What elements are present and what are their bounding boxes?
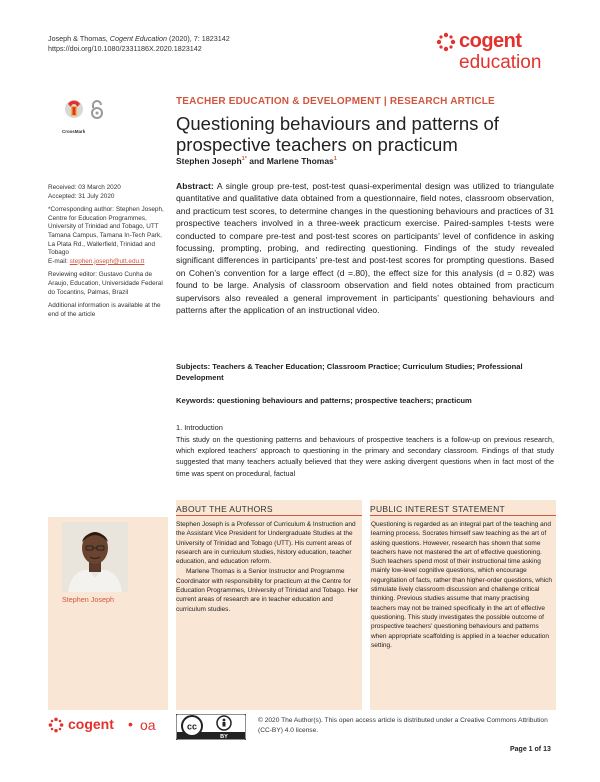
cogent-education-logo[interactable]	[436, 30, 566, 76]
author-bio: Marlene Thomas is a Senior Instructor and Programme Coordinator with responsibility for practicum at the Centre for Education Programmes, University of Trinidad and Tobago. Her current areas of research are in teacher education and curriculum studies.	[176, 568, 358, 613]
logo-word-cogent: cogent	[459, 30, 522, 52]
author-name[interactable]: Marlene Thomas	[266, 156, 334, 166]
abstract-label: Abstract:	[176, 181, 214, 191]
doi-link[interactable]: https://doi.org/10.1080/2331186X.2020.1823142	[48, 44, 202, 53]
author-name[interactable]: Stephen Joseph	[176, 156, 242, 166]
about-authors-text	[176, 520, 360, 615]
creative-commons-by-icon[interactable]	[176, 714, 246, 740]
public-interest-text: Questioning is regarded as an integral part of the teaching and learning process. Socrates himself saw teaching as the art of asking questions. However, research has shown that some teachers have not mastered the art of effective questioning. Such teachers spend most of their instructional time asking mainly low-level cognitive questions, which encourage regurgitation of facts, rather than higher-order questions, which stimulate lively classroom discussion and challenge critical thinking. Previous studies assume that many practising teachers may not be trained specifically in the art of effective questioning. This study investigates the possible outcome of prospective teachers’ questioning behaviours and patterns when appropriate scaffolding is applied in a teacher education setting.	[371, 521, 553, 649]
public-interest-heading: PUBLIC INTEREST STATEMENT	[370, 504, 506, 514]
divider	[370, 515, 556, 516]
divider	[176, 515, 362, 516]
article-info-sidebar	[48, 184, 168, 324]
keywords: Keywords: questioning behaviours and patterns; prospective teachers; practicum	[176, 396, 472, 405]
received-date: Received: 03 March 2020	[48, 184, 121, 191]
author-list: Stephen Joseph$^{1*}$ and Marlene Thomas$^1$	[176, 156, 337, 166]
email-link[interactable]: stephen.joseph@utt.edu.tt	[69, 257, 145, 265]
author-photo	[62, 522, 128, 592]
subjects-text: Teachers & Teacher Education; Classroom Practice; Curriculum Studies; Professional Development	[176, 362, 523, 382]
journal-name: Cogent Education	[109, 34, 167, 43]
page-number: Page 1 of 13	[510, 746, 551, 753]
section-heading-introduction: 1. Introduction	[176, 423, 223, 432]
open-access-icon	[90, 100, 104, 120]
cogent-oa-logo[interactable]: cogent • oa	[48, 716, 178, 734]
about-authors-heading: ABOUT THE AUTHORS	[176, 504, 273, 514]
license-text: © 2020 The Author(s). This open access article is distributed under a Creative Commons Attribution (CC-BY) 4.0 license.	[258, 717, 548, 734]
affiliation-marker: 1	[333, 156, 337, 163]
cogent-logo-mark-icon	[436, 32, 456, 52]
abstract-text: A single group pre-test, post-test quasi-experimental design was utilized to triangulate quantitative and qualitative data obtained from a questionnaire, field notes, classroom observation, and practicum test scores, to determine changes in the questioning behaviours and practices of 31 prospective teachers involved in a three-week practicum exercise. Paired-samples t-tests were conducted to compare pre-test and post-test scores on participants’ level of confidence in asking focussing, prompting, probing, and redirecting questioning. Findings of the study revealed significant differences in participants’ pre-test and post-test scores for prompting questions. Based on Cohen’s convention for a large effect (d =.80), the effect size for this analysis (d = 0.82) was found to be large. Analysis of classroom observation and field notes obtained from practicum supervisors also revealed a general improvement in participants’ questioning behaviours and patterns after the application of an instructional video.	[176, 181, 554, 316]
introduction-text: This study on the questioning patterns and behaviours of prospective teachers is a follow-up on previous research, which explored teachers’ approach to questioning in the primary and secondary classroom. Findings of that study suggested that many teachers actually believed that they were asking divergent questions when in fact most of the time was spent on procedural, factual	[176, 435, 554, 478]
article-category: TEACHER EDUCATION & DEVELOPMENT | RESEARCH ARTICLE	[176, 96, 495, 107]
crossmark-icon[interactable]	[64, 98, 84, 128]
cc-label: cc	[186, 721, 198, 732]
crossmark-label: CrossMark	[62, 129, 86, 134]
abstract	[176, 180, 554, 316]
author-portrait-icon	[62, 522, 128, 592]
photo-caption: Stephen Joseph	[62, 595, 114, 604]
keywords-text: questioning behaviours and patterns; prospective teachers; practicum	[216, 396, 472, 405]
reviewing-editor: Reviewing editor: Gustavo Cunha de Araujo, Education, Universidade Federal do Tocantins, Palmas, Brazil	[48, 271, 163, 296]
citation-header	[48, 34, 308, 54]
additional-info: Additional information is available at the end of the article	[48, 302, 161, 318]
corresponding-author: *Corresponding author: Stephen Joseph, Centre for Education Programmes, University of Trinidad and Tobago, UTT Tamana Campus, Tamana In-Tech Park, La Plata Rd., Wallerfield, Trinidad and Tobago E-mail: stephen.joseph@utt.edu.tt	[48, 206, 164, 265]
by-label: BY	[220, 734, 228, 740]
affiliation-marker: 1*	[241, 156, 247, 163]
logo-word-education: education	[459, 52, 542, 73]
author-bio: Stephen Joseph is a Professor of Curriculum & Instruction and the Assistant Vice President for Undergraduate Studies at the University of Trinidad and Tobago (UTT). His current areas of research are in curriculum studies, history education, teacher education, and education reform.	[176, 521, 356, 566]
subjects: Subjects: Teachers & Teacher Education; Classroom Practice; Curriculum Studies; Professional Development	[176, 362, 523, 382]
citation-line: Joseph & Thomas, Cogent Education (2020), 7: 1823142	[48, 34, 230, 43]
article-title: Questioning behaviours and patterns of prospective teachers on practicum	[176, 113, 499, 155]
accepted-date: Accepted: 31 July 2020	[48, 192, 115, 200]
cogent-logo-mark-icon	[48, 717, 64, 733]
